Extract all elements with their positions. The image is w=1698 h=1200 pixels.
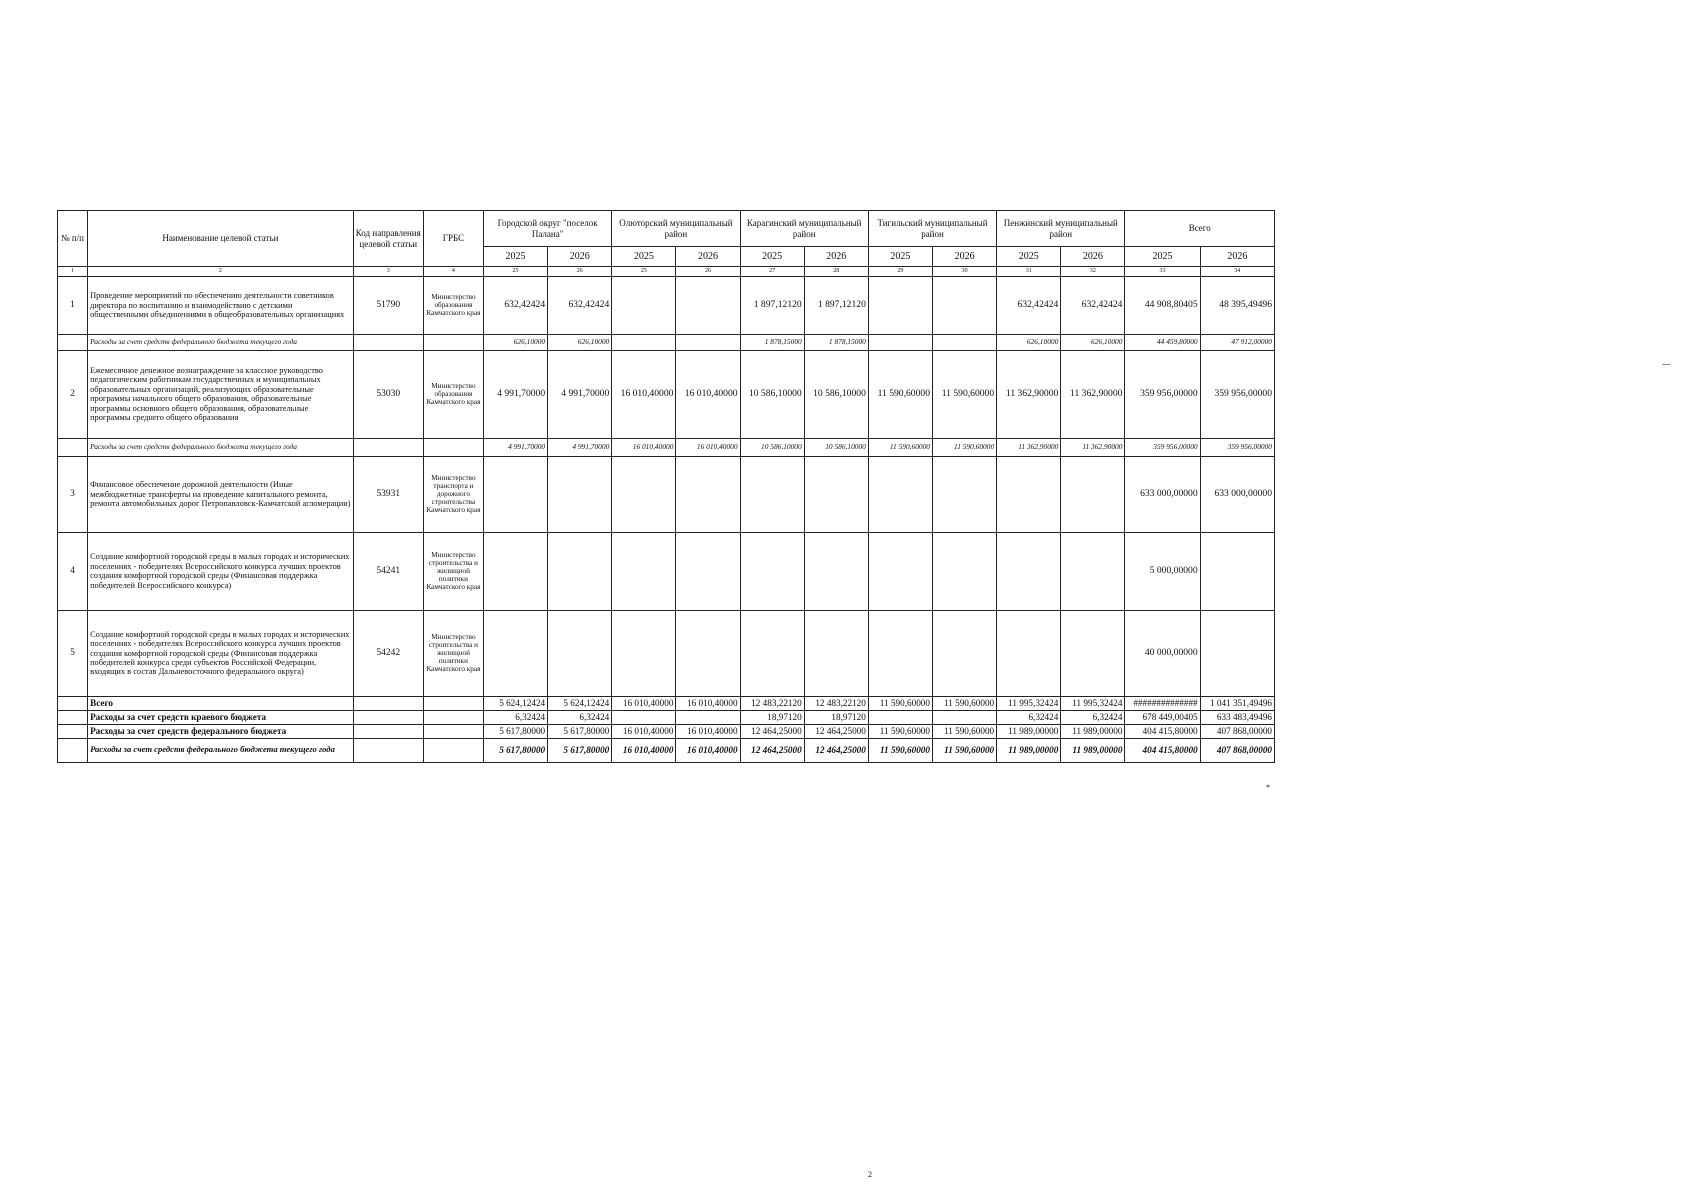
table-row	[58, 350, 1275, 438]
value-cell: 678 449,00405	[1125, 710, 1200, 724]
row-code: 54241	[353, 532, 423, 610]
value-cell: 6,32424	[483, 710, 547, 724]
value-cell: 11 590,60000	[868, 738, 932, 762]
value-cell: 11 590,60000	[933, 696, 997, 710]
year-header: 2025	[612, 247, 676, 267]
value-cell	[548, 456, 612, 532]
column-number: 25	[483, 267, 547, 277]
value-cell: 11 590,60000	[868, 724, 932, 738]
value-cell	[612, 276, 676, 334]
row-number: 5	[58, 610, 88, 696]
value-cell: 11 362,90000	[997, 438, 1061, 456]
value-cell: 11 995,32424	[997, 696, 1061, 710]
value-cell	[676, 334, 740, 350]
row-number: 3	[58, 456, 88, 532]
row-name: Создание комфортной городской среды в малых городах и исторических поселениях - победителях Всероссийского конкурса лучших проектов создания комфортной городской среды (Финансовая поддержка победителей Всероссийского конкурса)	[88, 532, 354, 610]
empty-cell	[58, 334, 88, 350]
value-cell: 407 868,00000	[1200, 724, 1274, 738]
value-cell: 44 459,80000	[1125, 334, 1200, 350]
column-number: 25	[612, 267, 676, 277]
row-grbs: Министерство образования Камчатского края	[423, 276, 483, 334]
value-cell: 11 989,00000	[997, 724, 1061, 738]
value-cell: 44 908,80405	[1125, 276, 1200, 334]
value-cell: 12 483,22120	[740, 696, 804, 710]
value-cell: 12 464,25000	[740, 738, 804, 762]
column-number: 1	[58, 267, 88, 277]
value-cell: 11 362,90000	[1061, 438, 1125, 456]
value-cell	[612, 710, 676, 724]
subrow-label: Расходы за счет средств федерального бюджета текущего года	[88, 334, 354, 350]
column-number: 2	[88, 267, 354, 277]
row-name: Ежемесячное денежное вознаграждение за классное руководство педагогическим работникам государственных и муниципальных образовательных организаций, реализующих образовательные программы начального общего образования, образовательные программы основного общего образования, образовательные программы среднего общего образования	[88, 350, 354, 438]
column-number: 26	[676, 267, 740, 277]
year-header: 2025	[868, 247, 932, 267]
value-cell: 632,42424	[1061, 276, 1125, 334]
value-cell: 11 590,60000	[933, 438, 997, 456]
value-cell: 4 991,70000	[548, 350, 612, 438]
value-cell: 10 586,10000	[740, 350, 804, 438]
row-number: 1	[58, 276, 88, 334]
empty-cell	[353, 696, 423, 710]
value-cell	[933, 710, 997, 724]
row-number: 4	[58, 532, 88, 610]
empty-cell	[58, 710, 88, 724]
value-cell: 16 010,40000	[676, 350, 740, 438]
value-cell	[483, 456, 547, 532]
column-number: 30	[933, 267, 997, 277]
corner-mark: *	[1266, 783, 1270, 792]
value-cell: 16 010,40000	[612, 438, 676, 456]
row-name: Финансовое обеспечение дорожной деятельности (Иные межбюджетные трансферты на проведение капитального ремонта, ремонта автомобильных дорог Петропавловск-Камчатской агломерации)	[88, 456, 354, 532]
summary-row-federal	[58, 724, 1275, 738]
year-header: 2025	[997, 247, 1061, 267]
row-grbs: Министерство строительства и жилищной политики Камчатского края	[423, 610, 483, 696]
col-header-tigilsky: Тигильский муниципальный район	[868, 211, 996, 247]
margin-tick	[1662, 364, 1670, 365]
value-cell	[1061, 610, 1125, 696]
value-cell: 16 010,40000	[612, 724, 676, 738]
value-cell	[740, 532, 804, 610]
value-cell: 633 483,49496	[1200, 710, 1274, 724]
value-cell	[1061, 532, 1125, 610]
year-header: 2026	[1061, 247, 1125, 267]
value-cell: 11 590,60000	[868, 438, 932, 456]
value-cell	[740, 610, 804, 696]
year-header: 2025	[483, 247, 547, 267]
summary-label: Расходы за счет средств федерального бюджета	[88, 724, 354, 738]
value-cell	[740, 456, 804, 532]
value-cell: 5 617,80000	[548, 738, 612, 762]
value-cell: 626,10000	[483, 334, 547, 350]
value-cell: 359 956,00000	[1200, 350, 1274, 438]
empty-cell	[423, 438, 483, 456]
value-cell: 632,42424	[997, 276, 1061, 334]
value-cell: 16 010,40000	[676, 696, 740, 710]
empty-cell	[353, 438, 423, 456]
value-cell	[868, 334, 932, 350]
value-cell	[1200, 610, 1274, 696]
year-header: 2025	[740, 247, 804, 267]
value-cell	[868, 610, 932, 696]
value-cell: 1 897,12120	[740, 276, 804, 334]
value-cell: ##############	[1125, 696, 1200, 710]
value-cell	[676, 610, 740, 696]
value-cell: 404 415,80000	[1125, 724, 1200, 738]
row-code: 54242	[353, 610, 423, 696]
empty-cell	[353, 710, 423, 724]
value-cell: 11 590,60000	[933, 350, 997, 438]
year-header: 2026	[548, 247, 612, 267]
value-cell: 16 010,40000	[676, 738, 740, 762]
row-code: 51790	[353, 276, 423, 334]
value-cell: 11 989,00000	[997, 738, 1061, 762]
empty-cell	[58, 696, 88, 710]
empty-cell	[353, 724, 423, 738]
row-code: 53931	[353, 456, 423, 532]
value-cell: 18,97120	[804, 710, 868, 724]
row-grbs: Министерство образования Камчатского края	[423, 350, 483, 438]
value-cell: 1 897,12120	[804, 276, 868, 334]
value-cell: 10 586,10000	[804, 438, 868, 456]
value-cell: 5 617,80000	[548, 724, 612, 738]
value-cell	[868, 456, 932, 532]
value-cell: 11 362,90000	[997, 350, 1061, 438]
table-row	[58, 456, 1275, 532]
empty-cell	[423, 710, 483, 724]
value-cell: 12 464,25000	[804, 724, 868, 738]
col-header-code: Код направления целевой статьи	[353, 211, 423, 267]
summary-label: Расходы за счет средств федерального бюджета текущего года	[88, 738, 354, 762]
value-cell: 10 586,10000	[804, 350, 868, 438]
row-grbs: Министерство строительства и жилищной политики Камчатского края	[423, 532, 483, 610]
value-cell: 12 464,25000	[804, 738, 868, 762]
value-cell: 12 483,22120	[804, 696, 868, 710]
value-cell	[483, 532, 547, 610]
value-cell: 633 000,00000	[1125, 456, 1200, 532]
value-cell	[868, 532, 932, 610]
value-cell: 47 912,00000	[1200, 334, 1274, 350]
value-cell: 1 878,15000	[804, 334, 868, 350]
column-number: 4	[423, 267, 483, 277]
value-cell: 11 590,60000	[933, 724, 997, 738]
value-cell	[868, 710, 932, 724]
table-row	[58, 532, 1275, 610]
year-header: 2026	[676, 247, 740, 267]
summary-row-federal-current	[58, 738, 1275, 762]
value-cell	[676, 710, 740, 724]
column-number: 32	[1061, 267, 1125, 277]
column-number: 26	[548, 267, 612, 277]
value-cell	[483, 610, 547, 696]
year-header: 2025	[1125, 247, 1200, 267]
value-cell: 5 617,80000	[483, 724, 547, 738]
value-cell	[997, 610, 1061, 696]
value-cell	[997, 456, 1061, 532]
summary-row-total	[58, 696, 1275, 710]
value-cell: 626,10000	[548, 334, 612, 350]
value-cell: 16 010,40000	[612, 350, 676, 438]
value-cell	[548, 610, 612, 696]
empty-cell	[58, 438, 88, 456]
column-number: 3	[353, 267, 423, 277]
value-cell	[676, 532, 740, 610]
column-number-row	[58, 267, 1275, 277]
value-cell: 11 989,00000	[1061, 724, 1125, 738]
value-cell: 632,42424	[548, 276, 612, 334]
page-number: 2	[868, 1170, 872, 1179]
col-header-grbs: ГРБС	[423, 211, 483, 267]
value-cell: 1 878,15000	[740, 334, 804, 350]
value-cell	[933, 532, 997, 610]
year-header: 2026	[1200, 247, 1274, 267]
column-number: 28	[804, 267, 868, 277]
value-cell: 11 590,60000	[868, 696, 932, 710]
value-cell	[804, 610, 868, 696]
value-cell: 4 991,70000	[548, 438, 612, 456]
empty-cell	[423, 334, 483, 350]
value-cell: 6,32424	[1061, 710, 1125, 724]
value-cell: 11 995,32424	[1061, 696, 1125, 710]
value-cell: 5 624,12424	[483, 696, 547, 710]
value-cell	[612, 456, 676, 532]
table-row	[58, 276, 1275, 334]
value-cell: 632,42424	[483, 276, 547, 334]
empty-cell	[423, 696, 483, 710]
value-cell: 10 586,10000	[740, 438, 804, 456]
value-cell: 407 868,00000	[1200, 738, 1274, 762]
value-cell	[933, 456, 997, 532]
value-cell	[933, 276, 997, 334]
value-cell: 11 590,60000	[868, 350, 932, 438]
col-header-olyutorsky: Олюторский муниципальный район	[612, 211, 740, 247]
col-header-name: Наименование целевой статьи	[88, 211, 354, 267]
value-cell	[612, 610, 676, 696]
value-cell: 40 000,00000	[1125, 610, 1200, 696]
value-cell: 359 956,00000	[1125, 350, 1200, 438]
value-cell: 16 010,40000	[612, 696, 676, 710]
value-cell	[997, 532, 1061, 610]
empty-cell	[58, 738, 88, 762]
value-cell: 4 991,70000	[483, 350, 547, 438]
table-subrow	[58, 438, 1275, 456]
value-cell	[1061, 456, 1125, 532]
value-cell: 5 617,80000	[483, 738, 547, 762]
budget-sheet	[57, 210, 1275, 763]
table-subrow	[58, 334, 1275, 350]
value-cell: 4 991,70000	[483, 438, 547, 456]
col-header-num: № п/п	[58, 211, 88, 267]
value-cell: 1 041 351,49496	[1200, 696, 1274, 710]
value-cell: 11 590,60000	[933, 738, 997, 762]
subrow-label: Расходы за счет средств федерального бюджета текущего года	[88, 438, 354, 456]
value-cell	[676, 276, 740, 334]
value-cell: 5 000,00000	[1125, 532, 1200, 610]
column-number: 34	[1200, 267, 1274, 277]
value-cell	[548, 532, 612, 610]
value-cell: 5 624,12424	[548, 696, 612, 710]
value-cell: 6,32424	[548, 710, 612, 724]
year-header: 2026	[804, 247, 868, 267]
value-cell	[804, 456, 868, 532]
row-code: 53030	[353, 350, 423, 438]
row-name: Создание комфортной городской среды в малых городах и исторических поселениях - победителях Всероссийского конкурса лучших проектов создания комфортной городской среды (Финансовая поддержка победителей конкурса среди субъектов Российской Федерации, входящих в состав Дальневосточного федерального округа)	[88, 610, 354, 696]
value-cell: 16 010,40000	[612, 738, 676, 762]
row-number: 2	[58, 350, 88, 438]
value-cell: 16 010,40000	[676, 724, 740, 738]
value-cell: 6,32424	[997, 710, 1061, 724]
value-cell	[612, 334, 676, 350]
value-cell	[933, 334, 997, 350]
value-cell	[868, 276, 932, 334]
empty-cell	[58, 724, 88, 738]
column-number: 33	[1125, 267, 1200, 277]
header-row	[58, 211, 1275, 247]
summary-row-regional	[58, 710, 1275, 724]
empty-cell	[353, 738, 423, 762]
row-grbs: Министерство транспорта и дорожного строительства Камчатского края	[423, 456, 483, 532]
value-cell: 18,97120	[740, 710, 804, 724]
value-cell: 11 362,90000	[1061, 350, 1125, 438]
summary-label: Всего	[88, 696, 354, 710]
table-row	[58, 610, 1275, 696]
value-cell: 48 395,49496	[1200, 276, 1274, 334]
value-cell	[1200, 532, 1274, 610]
empty-cell	[423, 724, 483, 738]
col-header-karaginsky: Карагинский муниципальный район	[740, 211, 868, 247]
value-cell: 633 000,00000	[1200, 456, 1274, 532]
value-cell: 404 415,80000	[1125, 738, 1200, 762]
col-header-penzhinsky: Пенжинский муниципальный район	[997, 211, 1125, 247]
value-cell	[933, 610, 997, 696]
value-cell: 12 464,25000	[740, 724, 804, 738]
row-name: Проведение мероприятий по обеспечению деятельности советников директора по воспитанию и взаимодействию с детскими общественными объединениями в общеобразовательных организациях	[88, 276, 354, 334]
budget-table	[57, 210, 1275, 763]
col-header-total: Всего	[1125, 211, 1275, 247]
value-cell: 359 956,00000	[1125, 438, 1200, 456]
value-cell: 359 956,00000	[1200, 438, 1274, 456]
value-cell: 16 010,40000	[676, 438, 740, 456]
year-header: 2026	[933, 247, 997, 267]
value-cell	[676, 456, 740, 532]
column-number: 27	[740, 267, 804, 277]
summary-label: Расходы за счет средств краевого бюджета	[88, 710, 354, 724]
value-cell	[804, 532, 868, 610]
value-cell: 626,10000	[997, 334, 1061, 350]
column-number: 29	[868, 267, 932, 277]
value-cell: 11 989,00000	[1061, 738, 1125, 762]
empty-cell	[423, 738, 483, 762]
value-cell: 626,10000	[1061, 334, 1125, 350]
value-cell	[612, 532, 676, 610]
empty-cell	[353, 334, 423, 350]
column-number: 31	[997, 267, 1061, 277]
col-header-palana: Городской округ "поселок Палана"	[483, 211, 611, 247]
